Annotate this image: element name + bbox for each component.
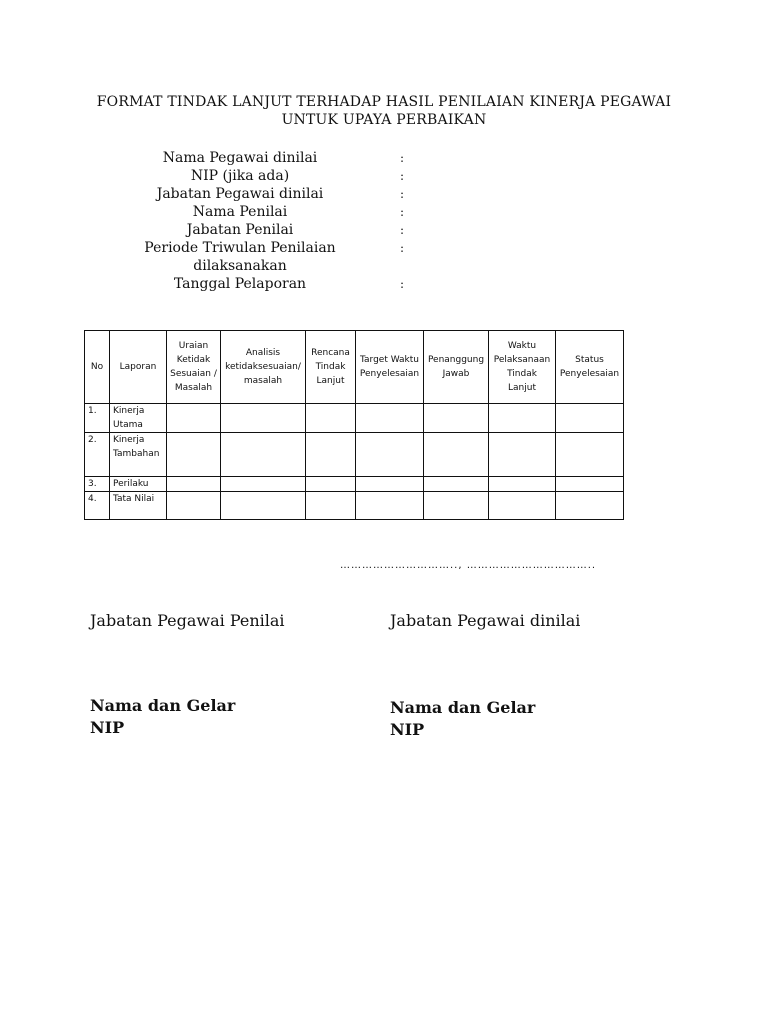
empty-cell[interactable] [424, 404, 489, 433]
field-colon: : [400, 241, 405, 255]
empty-cell[interactable] [221, 477, 306, 492]
table-row [85, 492, 624, 520]
field-jabatan-penilai [130, 221, 420, 239]
row-laporan: Perilaku [110, 477, 167, 492]
empty-cell[interactable] [489, 477, 556, 492]
empty-cell[interactable] [221, 492, 306, 520]
field-colon: : [400, 205, 405, 219]
empty-cell[interactable] [167, 404, 221, 433]
empty-cell[interactable] [167, 492, 221, 520]
follow-up-table-wrapper [84, 330, 624, 520]
follow-up-table [84, 330, 624, 520]
field-colon: : [400, 277, 405, 291]
empty-cell[interactable] [556, 433, 624, 477]
signature-left-nip: NIP [90, 718, 125, 737]
header-cell: Status Penyelesaian [556, 331, 624, 404]
title-line-1: FORMAT TINDAK LANJUT TERHADAP HASIL PENILAIAN KINERJA PEGAWAI [96, 94, 672, 110]
field-nip [130, 167, 420, 185]
header-cell: Laporan [110, 331, 167, 404]
signature-left-nama: Nama dan Gelar [90, 696, 236, 715]
field-periode [130, 239, 420, 275]
field-colon: : [400, 151, 405, 165]
signature-right-nip: NIP [390, 720, 425, 739]
header-cell: No [85, 331, 110, 404]
empty-cell[interactable] [424, 477, 489, 492]
empty-cell[interactable] [489, 433, 556, 477]
signature-left-jabatan: Jabatan Pegawai Penilai [90, 611, 285, 630]
empty-cell[interactable] [356, 492, 424, 520]
row-laporan: Kinerja Tambahan [110, 433, 167, 477]
empty-cell[interactable] [306, 492, 356, 520]
field-tanggal [130, 275, 420, 293]
empty-cell[interactable] [167, 477, 221, 492]
header-cell: Rencana Tindak Lanjut [306, 331, 356, 404]
empty-cell[interactable] [556, 404, 624, 433]
empty-cell[interactable] [221, 433, 306, 477]
table-header-row [85, 331, 624, 404]
table-row [85, 477, 624, 492]
empty-cell[interactable] [424, 433, 489, 477]
row-number: 3. [85, 477, 110, 492]
field-colon: : [400, 223, 405, 237]
header-cell: Penanggung Jawab [424, 331, 489, 404]
header-cell: Target Waktu Penyelesaian [356, 331, 424, 404]
signature-right-nama: Nama dan Gelar [390, 698, 536, 717]
identity-fields [130, 149, 420, 293]
empty-cell[interactable] [221, 404, 306, 433]
header-cell: Waktu Pelaksanaan Tindak Lanjut [489, 331, 556, 404]
field-colon: : [400, 187, 405, 201]
field-colon: : [400, 169, 405, 183]
field-nama-pegawai [130, 149, 420, 167]
empty-cell[interactable] [489, 492, 556, 520]
field-label: Tanggal Pelaporan [173, 276, 307, 292]
field-label: Nama Pegawai dinilai [162, 150, 318, 166]
header-cell: Uraian Ketidak Sesuaian / Masalah [167, 331, 221, 404]
empty-cell[interactable] [306, 433, 356, 477]
row-number: 4. [85, 492, 110, 520]
empty-cell[interactable] [356, 404, 424, 433]
empty-cell[interactable] [306, 404, 356, 433]
empty-cell[interactable] [556, 477, 624, 492]
field-label: Jabatan Pegawai dinilai [156, 186, 324, 202]
table-row [85, 404, 624, 433]
field-nama-penilai [130, 203, 420, 221]
empty-cell[interactable] [356, 433, 424, 477]
field-label: Nama Penilai [192, 204, 288, 220]
field-label: NIP (jika ada) [190, 168, 290, 184]
place-date-line: ………………………….., …………………………….. [340, 560, 597, 571]
title-line-2: UNTUK UPAYA PERBAIKAN [281, 112, 487, 128]
row-number: 1. [85, 404, 110, 433]
field-label: Jabatan Penilai [186, 222, 294, 238]
row-number: 2. [85, 433, 110, 477]
empty-cell[interactable] [489, 404, 556, 433]
row-laporan: Kinerja Utama [110, 404, 167, 433]
empty-cell[interactable] [306, 477, 356, 492]
empty-cell[interactable] [167, 433, 221, 477]
empty-cell[interactable] [556, 492, 624, 520]
empty-cell[interactable] [356, 477, 424, 492]
field-jabatan-pegawai [130, 185, 420, 203]
header-cell: Analisis ketidaksesuaian/ masalah [221, 331, 306, 404]
signature-right-jabatan: Jabatan Pegawai dinilai [390, 611, 581, 630]
row-laporan: Tata Nilai [110, 492, 167, 520]
table-row [85, 433, 624, 477]
document-title [60, 93, 708, 129]
empty-cell[interactable] [424, 492, 489, 520]
field-label: Periode Triwulan Penilaian dilaksanakan [144, 240, 336, 274]
